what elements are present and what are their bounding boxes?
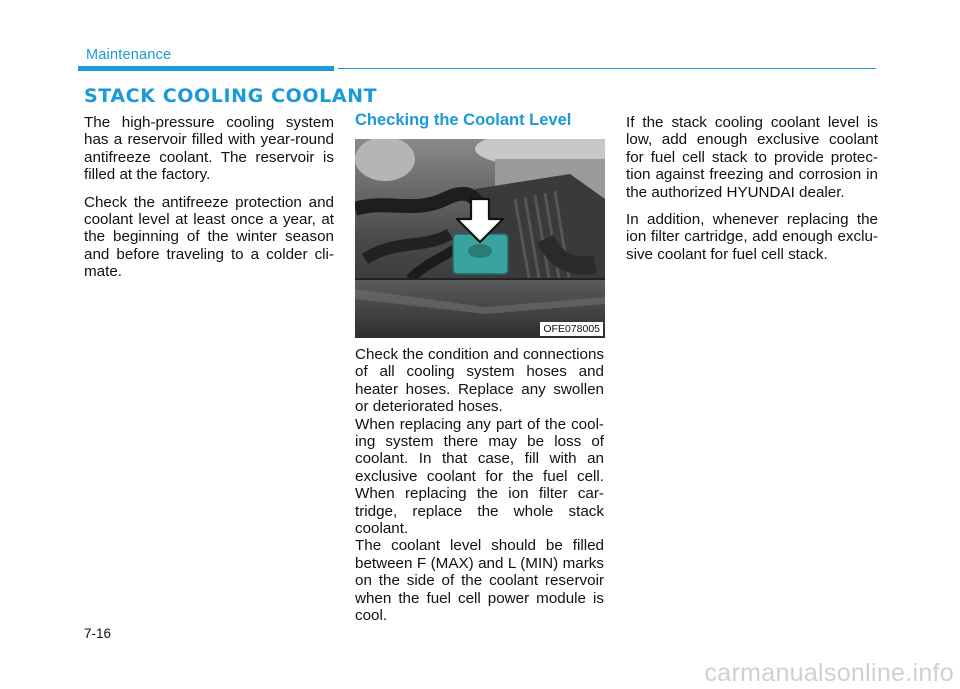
watermark: carmanualsonline.info <box>704 659 954 687</box>
figure-code: OFE078005 <box>540 322 603 336</box>
paragraph: Check the condition and connections of all cooling system hoses and heater hoses. Replace any swollen or deteriorated hoses. <box>355 346 604 416</box>
page-number: 7-16 <box>84 626 112 641</box>
paragraph: The coolant level should be filled between F (MAX) and L (MIN) marks on the side of the coolant reservoir when the fuel cell power module is cool. <box>355 537 604 625</box>
column-2 <box>355 346 604 625</box>
paragraph: If the stack cooling coolant level is low, add enough exclusive coolant for fuel cell stack to provide protec-tion against freezing and corrosion in the authorized HYUNDAI dealer. <box>626 114 878 201</box>
paragraph: The high-pressure cooling system has a reservoir filled with year-round antifreeze coolant. The reservoir is filled at the factory. <box>84 114 334 184</box>
paragraph: Check the antifreeze protection and coolant level at least once a year, at the beginning of the winter season and before traveling to a colder cli-mate. <box>84 193 334 281</box>
paragraph: When replacing any part of the cool-ing system there may be loss of coolant. In that case, fill with an exclusive coolant for the fuel cell. When replacing the ion filter car-tridge, replace the whole stack coolant. <box>355 415 604 538</box>
page-title: STACK COOLING COOLANT <box>84 85 378 107</box>
column-1 <box>84 114 334 291</box>
column-3 <box>626 114 878 273</box>
subsection-title: Checking the Coolant Level <box>355 111 572 129</box>
engine-bay-photo <box>355 139 605 338</box>
section-label: Maintenance <box>86 47 172 63</box>
header-rule-thin <box>338 68 876 69</box>
header-rule-thick <box>78 66 334 71</box>
engine-bay-illustration <box>355 139 605 338</box>
paragraph: In addition, whenever replacing the ion filter cartridge, add enough exclu-sive coolant for fuel cell stack. <box>626 211 878 263</box>
